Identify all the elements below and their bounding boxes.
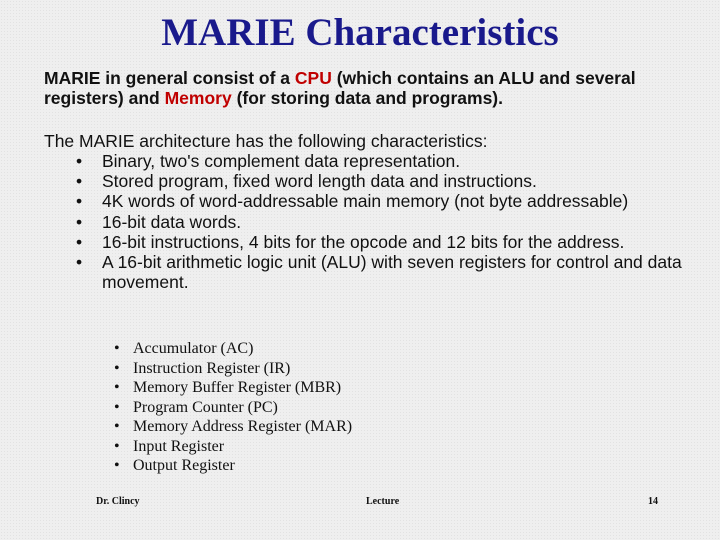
- registers-list: [114, 339, 514, 476]
- slide-title: MARIE Characteristics: [161, 11, 559, 54]
- intro-text-3: (for storing data and programs).: [231, 88, 503, 108]
- list-item: • 16-bit instructions, 4 bits for the opcode and 12 bits for the address.: [76, 232, 696, 252]
- list-item: • 16-bit data words.: [76, 212, 696, 232]
- list-item: • Binary, two's complement data representation.: [76, 151, 696, 171]
- footer-label: Lecture: [366, 496, 400, 507]
- list-item: • 4K words of word-addressable main memory (not byte addressable): [76, 191, 696, 211]
- register-item: • Input Register: [114, 437, 514, 457]
- architecture-heading: The MARIE architecture has the following characteristics:: [44, 131, 488, 151]
- intro-text-2: (which contains an ALU and several registers) and: [44, 68, 636, 108]
- register-item: • Accumulator (AC): [114, 339, 514, 359]
- intro-text-1: MARIE in general consist of a: [44, 68, 295, 88]
- register-item: • Output Register: [114, 456, 514, 476]
- intro-paragraph: [44, 68, 704, 108]
- register-item: • Program Counter (PC): [114, 398, 514, 418]
- cpu-term: CPU: [294, 68, 332, 88]
- register-item: • Instruction Register (IR): [114, 359, 514, 379]
- page-number: 14: [648, 496, 658, 507]
- characteristics-list: [76, 151, 696, 292]
- list-item: • Stored program, fixed word length data and instructions.: [76, 171, 696, 191]
- footer-author: Dr. Clincy: [96, 496, 140, 507]
- register-item: • Memory Buffer Register (MBR): [114, 378, 514, 398]
- register-item: • Memory Address Register (MAR): [114, 417, 514, 437]
- list-item: • A 16-bit arithmetic logic unit (ALU) with seven registers for control and data movement.: [76, 252, 696, 292]
- memory-term: Memory: [164, 88, 232, 108]
